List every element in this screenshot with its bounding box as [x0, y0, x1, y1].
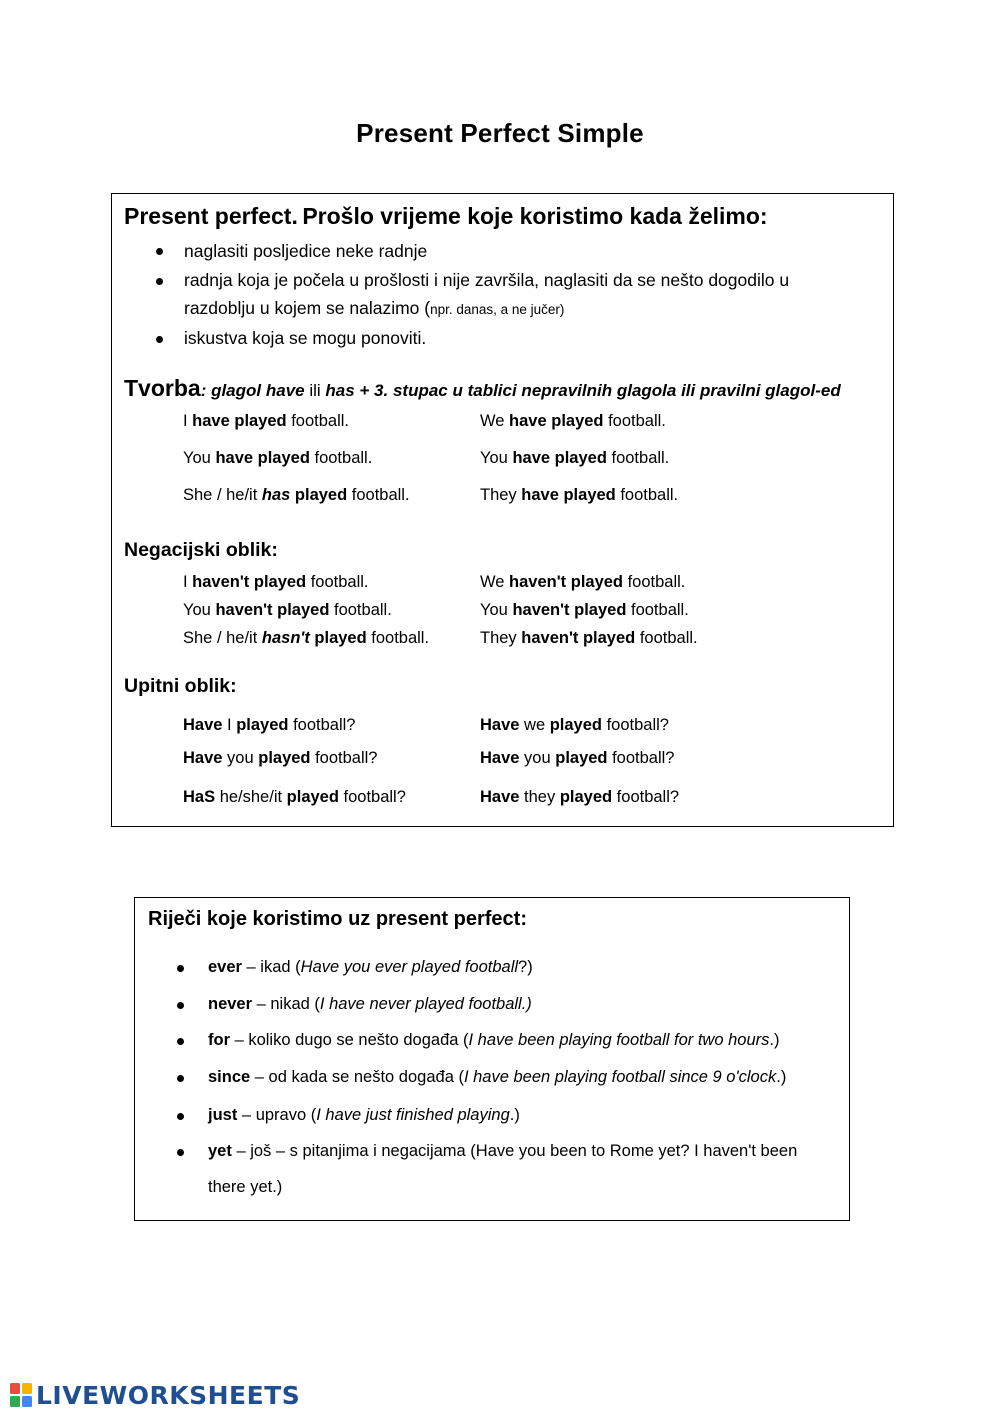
negative-left-row: [183, 601, 392, 620]
affirmative-right-row: [480, 449, 669, 468]
subject: She / he/it: [183, 486, 262, 504]
auxiliary: Have: [183, 749, 223, 767]
logo-text: LIVEWORKSHEETS: [36, 1380, 301, 1410]
word: never: [208, 995, 253, 1013]
verb: played: [555, 749, 608, 767]
subject: You: [480, 449, 513, 467]
word: since: [208, 1068, 251, 1086]
subject: She / he/it: [183, 629, 262, 647]
meaning: – upravo (: [237, 1106, 317, 1124]
auxiliary: hasn't: [261, 629, 310, 647]
verb: played: [236, 716, 289, 734]
example-end: .): [769, 1031, 780, 1049]
example-end: ?): [518, 958, 533, 976]
word-item-never: [208, 995, 532, 1014]
word: yet: [208, 1142, 232, 1160]
object: football?: [612, 788, 680, 806]
example: I have never played football.): [319, 995, 532, 1013]
subject: They: [480, 486, 522, 504]
word-item-ever: [208, 958, 533, 977]
object: football?: [288, 716, 356, 734]
word: ever: [208, 958, 242, 976]
word-item-yet-line2: there yet.): [208, 1178, 283, 1196]
word-item-yet: [208, 1142, 797, 1161]
bullet-2-small-note: npr. danas, a ne jučer): [430, 302, 565, 317]
verb: haven't played: [512, 601, 627, 619]
box2-heading: Riječi koje koristimo uz present perfect:: [148, 908, 527, 930]
example: I have just finished playing: [316, 1106, 510, 1124]
affirmative-right-row: [480, 412, 666, 431]
tvorba-desc: [201, 381, 841, 400]
negative-right-row: [480, 601, 689, 620]
meaning: – nikad (: [252, 995, 320, 1013]
question-right-row: [480, 788, 679, 807]
bullet-dot: [177, 1038, 184, 1045]
bullet-dot: [156, 278, 163, 285]
object: football.: [329, 601, 392, 619]
object: football.: [306, 573, 369, 591]
question-right-row: [480, 716, 669, 735]
heading-main: Present perfect.: [124, 203, 298, 229]
time-words-box: [134, 897, 850, 1221]
example: I have been playing football since 9 o'clock: [463, 1068, 777, 1086]
question-left-row: [183, 788, 406, 807]
object: football.: [603, 412, 666, 430]
affirmative-left-row: [183, 412, 349, 431]
subject: you: [222, 749, 259, 767]
subject: I: [222, 716, 237, 734]
object: football.: [606, 449, 670, 467]
subject: we: [519, 716, 550, 734]
bullet-dot: [156, 336, 163, 343]
auxiliary: Have: [480, 749, 520, 767]
bullet-dot: [177, 1075, 184, 1082]
word: just: [208, 1106, 238, 1124]
object: football?: [338, 788, 406, 806]
object: football.: [366, 629, 430, 647]
subject: We: [480, 412, 510, 430]
auxiliary: HaS: [183, 788, 216, 806]
object: football?: [602, 716, 669, 734]
subject: We: [480, 573, 510, 591]
subject: he/she/it: [215, 788, 287, 806]
verb: have played: [215, 449, 310, 467]
page-title: Present Perfect Simple: [356, 118, 644, 148]
question-right-row: [480, 749, 674, 768]
verb: haven't played: [509, 573, 624, 591]
object: football?: [607, 749, 675, 767]
verb: played: [290, 486, 348, 504]
subject: They: [480, 629, 522, 647]
question-left-row: [183, 749, 377, 768]
verb: haven't played: [192, 573, 307, 591]
tvorba-part3: has + 3. stupac u tablici nepravilnih glagola ili pravilni glagol-ed: [325, 381, 841, 400]
auxiliary: Have: [183, 716, 223, 734]
box1-heading: [124, 203, 768, 230]
verb: haven't played: [215, 601, 330, 619]
subject: I: [183, 412, 193, 430]
tvorba-line: [124, 375, 841, 402]
affirmative-left-row: [183, 449, 372, 468]
bullet-2: radnja koja je počela u prošlosti i nije završila, naglasiti da se nešto dogodilo u: [184, 270, 790, 290]
verb: played: [286, 788, 339, 806]
word-item-just: [208, 1106, 520, 1125]
object: football.: [623, 573, 686, 591]
bullet-3: iskustva koja se mogu ponoviti.: [184, 328, 427, 348]
verb: haven't played: [521, 629, 636, 647]
meaning: – ikad (: [241, 958, 301, 976]
verb: played: [559, 788, 613, 806]
bullet-dot: [156, 248, 163, 255]
object: football.: [635, 629, 698, 647]
word-item-for: [208, 1031, 779, 1050]
tvorba-title: Tvorba: [124, 375, 201, 401]
liveworksheets-logo[interactable]: [10, 1380, 300, 1410]
verb: have played: [512, 449, 607, 467]
bullet-dot: [177, 1002, 184, 1009]
tvorba-part1: : glagol have: [200, 381, 305, 400]
affirmative-left-row: [183, 486, 410, 505]
negative-right-row: [480, 573, 685, 592]
auxiliary: Have: [480, 716, 520, 734]
negative-right-row: [480, 629, 698, 648]
bullet-dot: [177, 1149, 184, 1156]
subject: you: [519, 749, 556, 767]
verb: played: [309, 629, 367, 647]
bullet-dot: [177, 965, 184, 972]
verb: have played: [521, 486, 616, 504]
object: football.: [286, 412, 350, 430]
logo-mark-icon: [10, 1383, 32, 1407]
object: football.: [615, 486, 679, 504]
subject: You: [183, 449, 216, 467]
example-end: .): [776, 1068, 787, 1086]
bullet-1: naglasiti posljedice neke radnje: [184, 241, 428, 261]
negative-left-row: [183, 573, 369, 592]
bullet-2-line2-text: razdoblju u kojem se nalazimo (: [184, 298, 431, 318]
meaning: – od kada se nešto događa (: [250, 1068, 464, 1086]
object: football.: [626, 601, 689, 619]
subject: I: [183, 573, 193, 591]
object: football.: [347, 486, 410, 504]
heading-sub: Prošlo vrijeme koje koristimo kada želimo:: [302, 203, 768, 229]
verb: have played: [509, 412, 604, 430]
negative-left-row: [183, 629, 429, 648]
affirmative-right-row: [480, 486, 678, 505]
object: football.: [309, 449, 373, 467]
word-item-since: [208, 1068, 786, 1087]
subject: You: [480, 601, 513, 619]
auxiliary: has: [261, 486, 291, 504]
subject: they: [519, 788, 560, 806]
verb: played: [549, 716, 602, 734]
meaning: – koliko dugo se nešto događa (: [230, 1031, 469, 1049]
subject: You: [183, 601, 216, 619]
word: for: [208, 1031, 230, 1049]
question-title: Upitni oblik:: [124, 675, 237, 697]
bullet-2-line2: [184, 298, 564, 319]
question-left-row: [183, 716, 355, 735]
auxiliary: Have: [480, 788, 520, 806]
object: football?: [310, 749, 378, 767]
negative-title: Negacijski oblik:: [124, 539, 278, 561]
example-end: .): [509, 1106, 520, 1124]
tvorba-part2: ili: [304, 381, 326, 400]
verb: played: [258, 749, 311, 767]
bullet-dot: [177, 1113, 184, 1120]
example: Have you ever played football: [300, 958, 519, 976]
example: I have been playing football for two hours: [468, 1031, 770, 1049]
meaning: – još – s pitanjima i negacijama (Have you been to Rome yet? I haven't been: [231, 1142, 798, 1160]
verb: have played: [192, 412, 287, 430]
